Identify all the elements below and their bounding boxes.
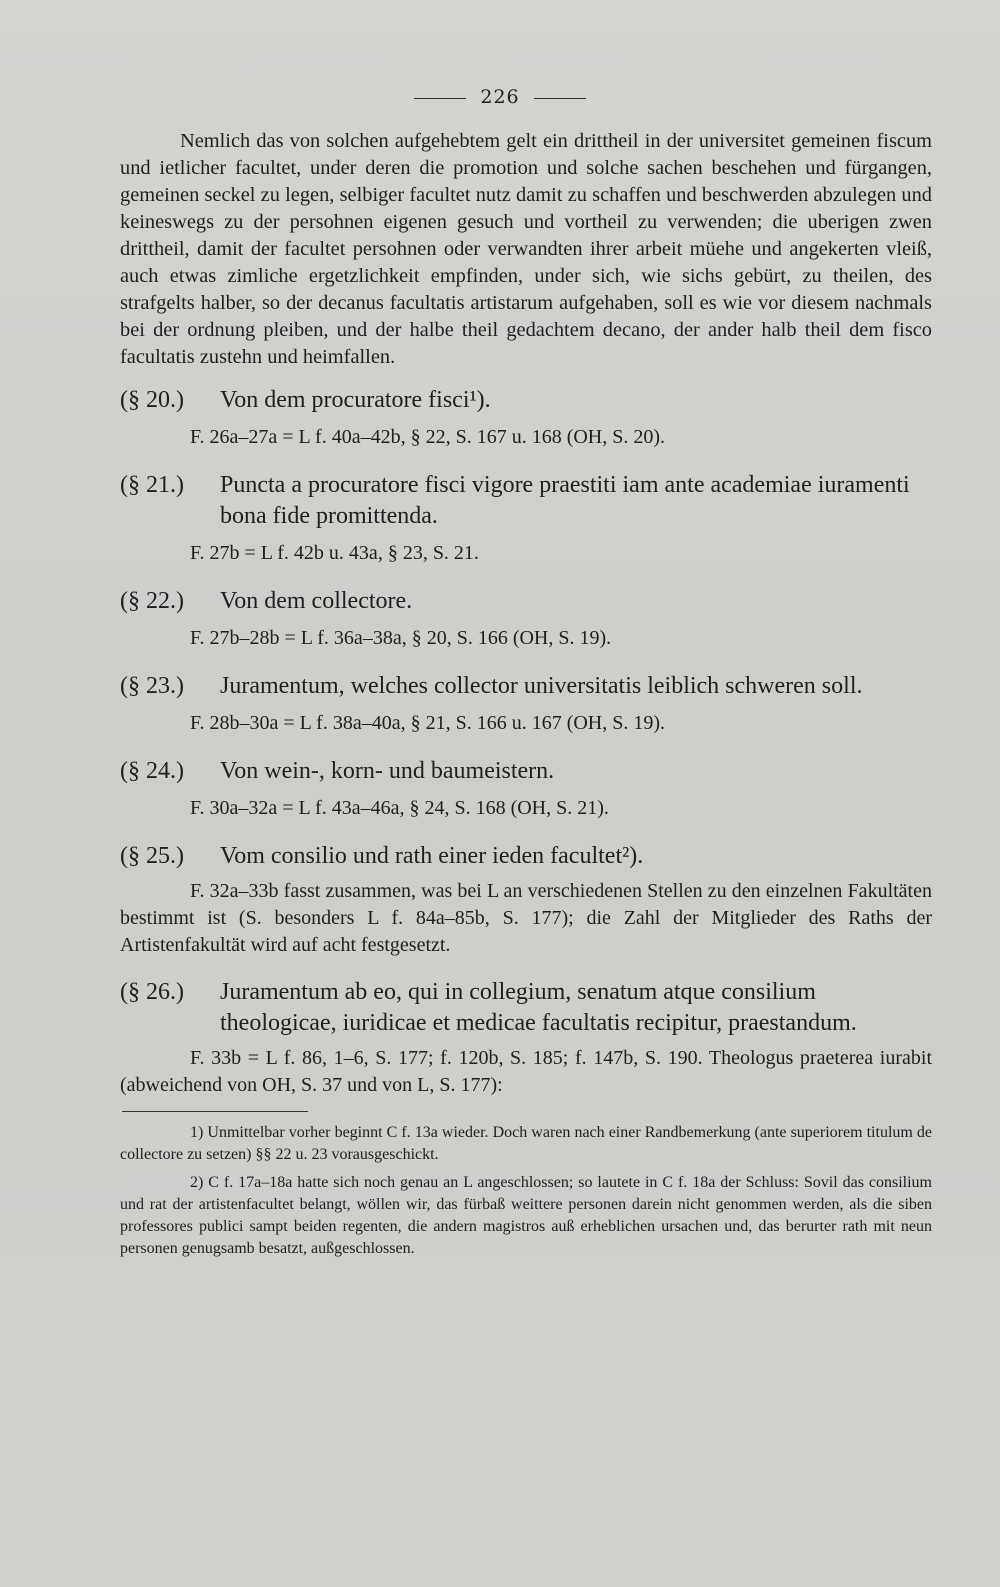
section-title: Vom consilio und rath einer ieden facultet²). xyxy=(220,843,644,869)
section-21 xyxy=(120,470,932,566)
main-text xyxy=(120,128,932,1260)
section-reference: F. 28b–30a = L f. 38a–40a, § 21, S. 166 u. 167 (OH, S. 19). xyxy=(190,712,666,734)
section-reference: F. 32a–33b fasst zusammen, was bei L an verschiedenen Stellen zu den einzelnen Fakultäten bestimmt ist (S. besonders L f. 84a–85b, S. 177); die Zahl der Mitglieder des Raths der Artistenfakultät wird auf acht festgesetzt. xyxy=(120,880,932,956)
section-reference: F. 33b = L f. 86, 1–6, S. 177; f. 120b, S. 185; f. 147b, S. 190. Theologus praeterea iurabit (abweichend von OH, S. 37 und von L, S. 177): xyxy=(120,1047,932,1096)
section-26 xyxy=(120,977,932,1099)
section-title: Juramentum ab eo, qui in collegium, senatum atque consilium theologicae, iuridicae et medicae facultatis recipitur, praestandum. xyxy=(220,979,857,1036)
section-title: Puncta a procuratore fisci vigore praestiti iam ante academiae iuramenti bona fide promittenda. xyxy=(220,472,910,529)
section-reference: F. 27b = L f. 42b u. 43a, § 23, S. 21. xyxy=(190,542,479,564)
footnote-2: 2) C f. 17a–18a hatte sich noch genau an L angeschlossen; so lautete in C f. 18a der Schluss: Sovil das consilium und rat der artistenfacultet belangt, wöllen wir, das fürbaß weittere personen darein nicht genommen werden, als die siben professores publici sampt beiden regenten, die andern magistros auß erheblichen ursachen und, das berurter rath mit neun personen genugsamb besatzt, außgeschlossen. xyxy=(120,1174,932,1257)
section-title: Von wein-, korn- und baumeistern. xyxy=(220,758,555,784)
intro-paragraph: Nemlich das von solchen aufgehebtem gelt ein drittheil in der universitet gemeinen fiscum und ietlicher facultet, under deren die promotion und solche sachen beschehen und fürgangen, gemeinen seckel zu legen, selbiger facultet nutz damit zu schaffen und beschwerden abzulegen und keineswegs zu der persohnen eigenen gesuch und vortheil zu verwenden; die uberigen zwen drittheil, damit der facultet persohnen oder verwandten ihrer arbeit müehe und angekerten vleiß, auch etwas zimliche ergetzlichkeit empfinden, under sich, wie sichs gebürt, zu theilen, des strafgelts halber, so der decanus facultatis artistarum aufgehaben, soll es wie vor diesem nachmals bei der ordnung pleiben, und der halbe theil gedachtem decano, der ander halb theil dem fisco facultatis zustehn und heimfallen. xyxy=(120,130,932,368)
section-title: Von dem procuratore fisci¹). xyxy=(220,387,491,413)
section-25 xyxy=(120,841,932,959)
section-number: (§ 26.) xyxy=(120,979,184,1005)
section-title: Juramentum, welches collector universitatis leiblich schweren soll. xyxy=(220,673,863,699)
section-number: (§ 21.) xyxy=(120,472,184,498)
section-22 xyxy=(120,586,932,651)
section-reference: F. 26a–27a = L f. 40a–42b, § 22, S. 167 u. 168 (OH, S. 20). xyxy=(190,426,666,448)
section-reference: F. 27b–28b = L f. 36a–38a, § 20, S. 166 (OH, S. 19). xyxy=(190,627,612,649)
section-number: (§ 22.) xyxy=(120,588,184,614)
page-number: 226 xyxy=(480,86,520,108)
section-reference: F. 30a–32a = L f. 43a–46a, § 24, S. 168 (OH, S. 21). xyxy=(190,797,609,819)
header-rule-right xyxy=(534,98,586,99)
section-24 xyxy=(120,756,932,821)
section-number: (§ 24.) xyxy=(120,758,184,784)
page-header xyxy=(0,86,1000,108)
section-title: Von dem collectore. xyxy=(220,588,413,614)
section-number: (§ 23.) xyxy=(120,673,184,699)
section-20 xyxy=(120,385,932,450)
footnote-1: 1) Unmittelbar vorher beginnt C f. 13a wieder. Doch waren nach einer Randbemerkung (ante superiorem titulum de collectore zu setzen) §§ 22 u. 23 vorausgeschickt. xyxy=(120,1124,932,1163)
section-number: (§ 20.) xyxy=(120,387,184,413)
section-23 xyxy=(120,671,932,736)
header-rule-left xyxy=(414,98,466,99)
footnote-rule xyxy=(122,1111,308,1112)
section-number: (§ 25.) xyxy=(120,843,184,869)
